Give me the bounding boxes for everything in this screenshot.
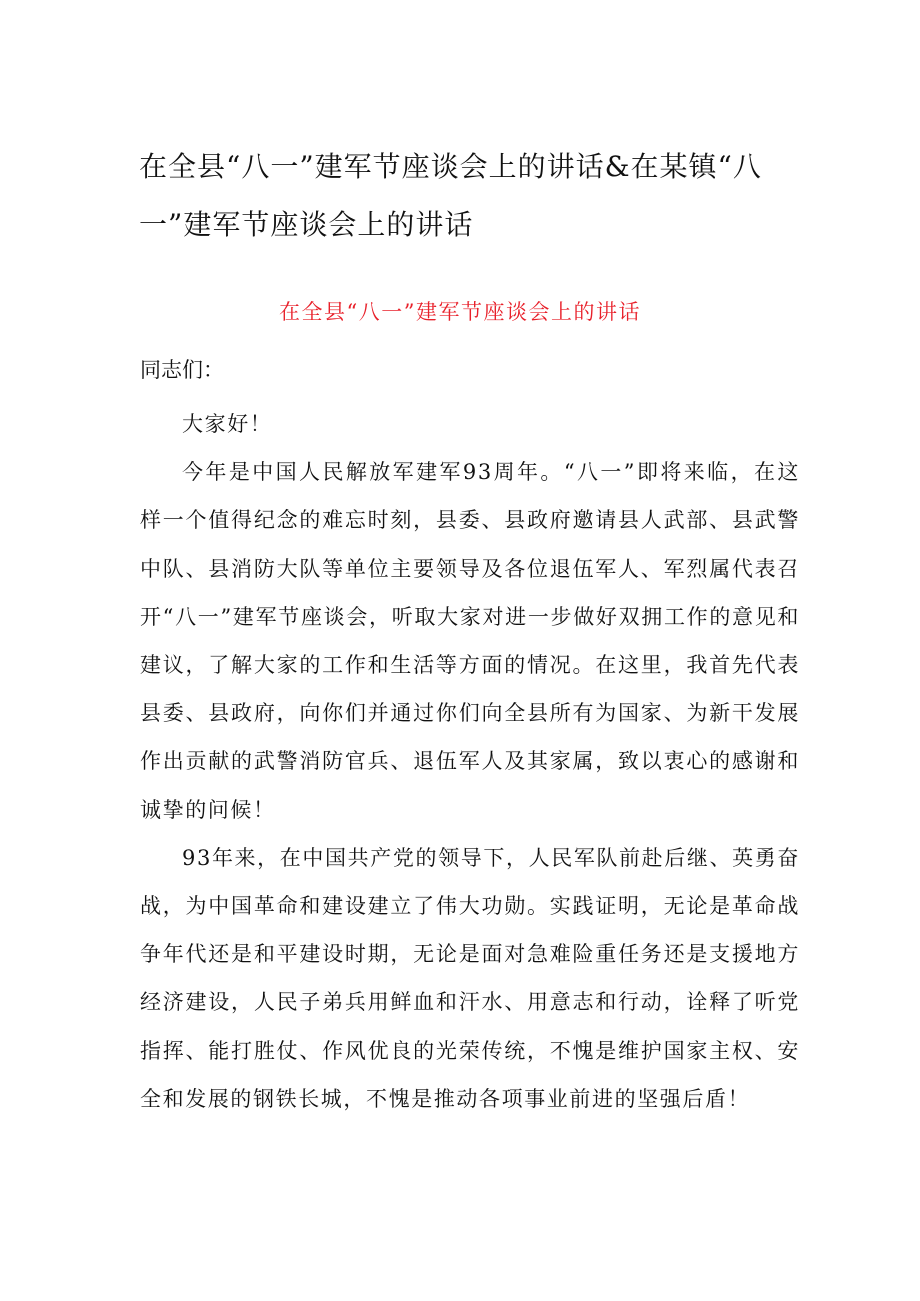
speech-body [140, 400, 800, 1123]
paragraph-greeting: 大家好！ [182, 412, 273, 436]
paragraph-anniversary: 今年是中国人民解放军建军93周年。“八一”即将来临，在这样一个值得纪念的难忘时刻，县委、县政府邀请县人武部、县武警中队、县消防大队等单位主要领导及各位退伍军人、军烈属代表召开“八一”建军节座谈会，听取大家对进一步做好双拥工作的意见和建议，了解大家的工作和生活等方面的情况。在这里，我首先代表县委、县政府，向你们并通过你们向全县所有为国家、为新干发展作出贡献的武警消防官兵、退伍军人及其家属，致以衷心的感谢和诚挚的问候！ [140, 460, 800, 822]
document-title: 在全县“八一”建军节座谈会上的讲话&在某镇“八一”建军节座谈会上的讲话 [139, 150, 762, 241]
section-title: 在全县“八一”建军节座谈会上的讲话 [279, 300, 641, 324]
salutation: 同志们： [140, 358, 224, 382]
paragraph-achievements: 93年来，在中国共产党的领导下，人民军队前赴后继、英勇奋战，为中国革命和建设建立了伟大功勋。实践证明，无论是革命战争年代还是和平建设时期，无论是面对急难险重任务还是支援地方经济建设，人民子弟兵用鲜血和汗水、用意志和行动，诠释了听党指挥、能打胜仗、作风优良的光荣传统，不愧是维护国家主权、安全和发展的钢铁长城，不愧是推动各项事业前进的坚强后盾！ [140, 845, 800, 1111]
